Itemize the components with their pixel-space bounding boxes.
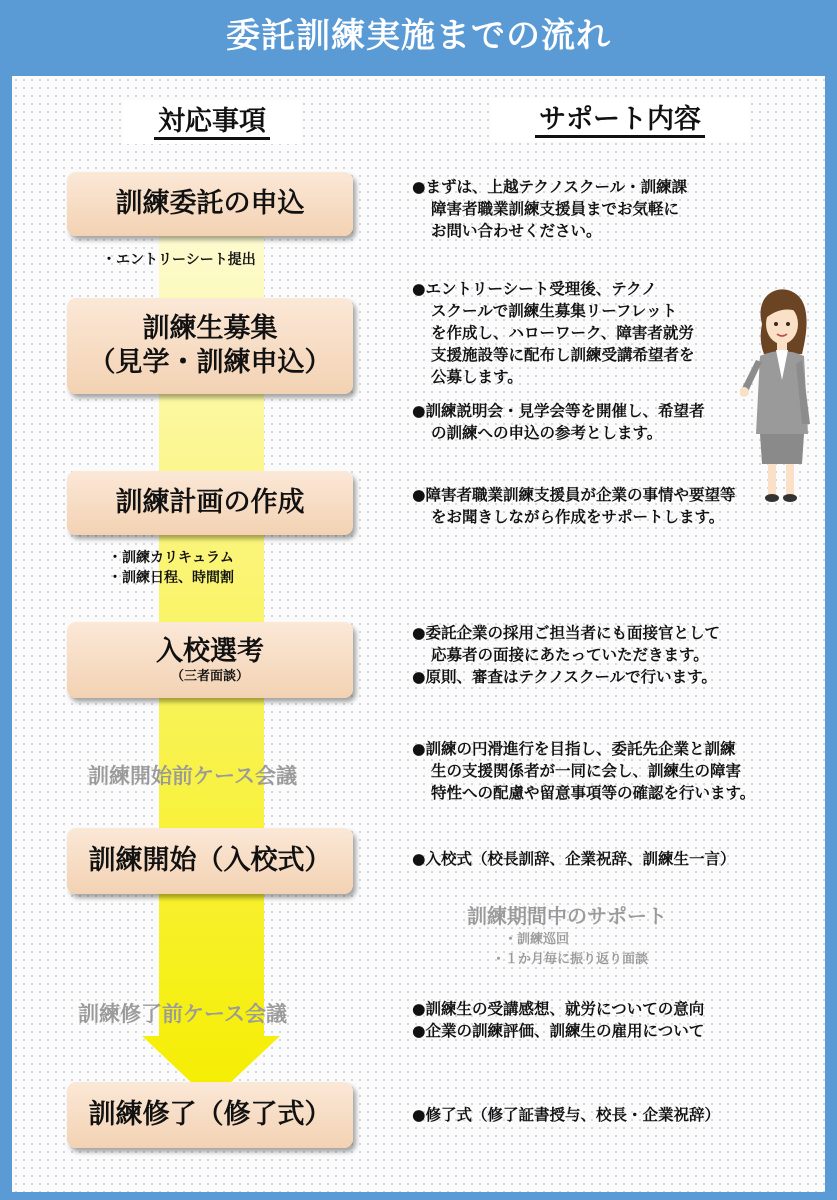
support-block-briefing: ●訓練説明会・見学会等を開催し、希望者 の訓練への申込の参考とします。 (412, 402, 705, 442)
support-block-plan: ●障害者職業訓練支援員が企業の事情や要望等 をお聞きしながら作成をサポートします。 (412, 486, 736, 526)
page-title: 委託訓練実施までの流れ (226, 16, 611, 56)
support-block-entrance: ●入校式（校長訓辞、企業祝辞、訓練生一言） (412, 850, 736, 868)
support-block-completion-meeting: ●訓練生の受講感想、就労についての意向 ●企業の訓練評価、訓練生の雇用について (412, 1000, 705, 1040)
step-box-recruitment: 訓練生募集 （見学・訓練申込） (67, 298, 353, 394)
support-block-contact: ●まずは、上越テクノスクール・訓練課 障害者職業訓練支援員までお気軽に お問い合わせください。 (412, 178, 688, 240)
content-panel (12, 76, 825, 1192)
support-block-case-meeting: ●訓練の円滑進行を目指し、委託先企業と訓練 生の支援関係者が一同に会し、訓練生の障害 特性への配慮や留意事項等の確認を行います。 (412, 740, 756, 802)
header-left: 対応事項 (122, 100, 302, 144)
businesswoman-icon (740, 284, 820, 504)
meeting-pre-start: 訓練開始前ケース会議 (88, 764, 297, 788)
meeting-pre-completion: 訓練修了前ケース会議 (78, 1002, 287, 1026)
training-support-title: 訓練期間中のサポート (467, 904, 667, 928)
note-entry-sheet: ・エントリーシート提出 (102, 252, 256, 268)
step-box-plan: 訓練計画の作成 (67, 471, 353, 535)
step-box-completion: 訓練修了（修了式） (67, 1082, 353, 1148)
header-right: サポート内容 (490, 98, 750, 142)
note-plan-list: ・訓練カリキュラム ・訓練日程、時間割 (108, 550, 234, 586)
support-block-recruitment: ●エントリーシート受理後、テクノ スクールで訓練生募集リーフレット を作成し、ハローワーク、障害者就労 支援施設等に配布し訓練受講希望者を 公募します。 (412, 280, 695, 386)
step-box-application: 訓練委託の申込 (67, 172, 353, 236)
support-block-selection: ●委託企業の採用ご担当者にも面接官として 応募者の面接にあたっていただきます。 ●原則、審査はテクノスクールで行います。 (412, 624, 721, 686)
step-box-start: 訓練開始（入校式） (67, 828, 353, 894)
step-box-selection: 入校選考 （三者面談） (67, 622, 353, 698)
support-block-graduation: ●修了式（修了証書授与、校長・企業祝辞） (412, 1106, 721, 1124)
training-support-list: ・訓練巡回 ・１か月毎に振り返り面談 (492, 932, 649, 967)
